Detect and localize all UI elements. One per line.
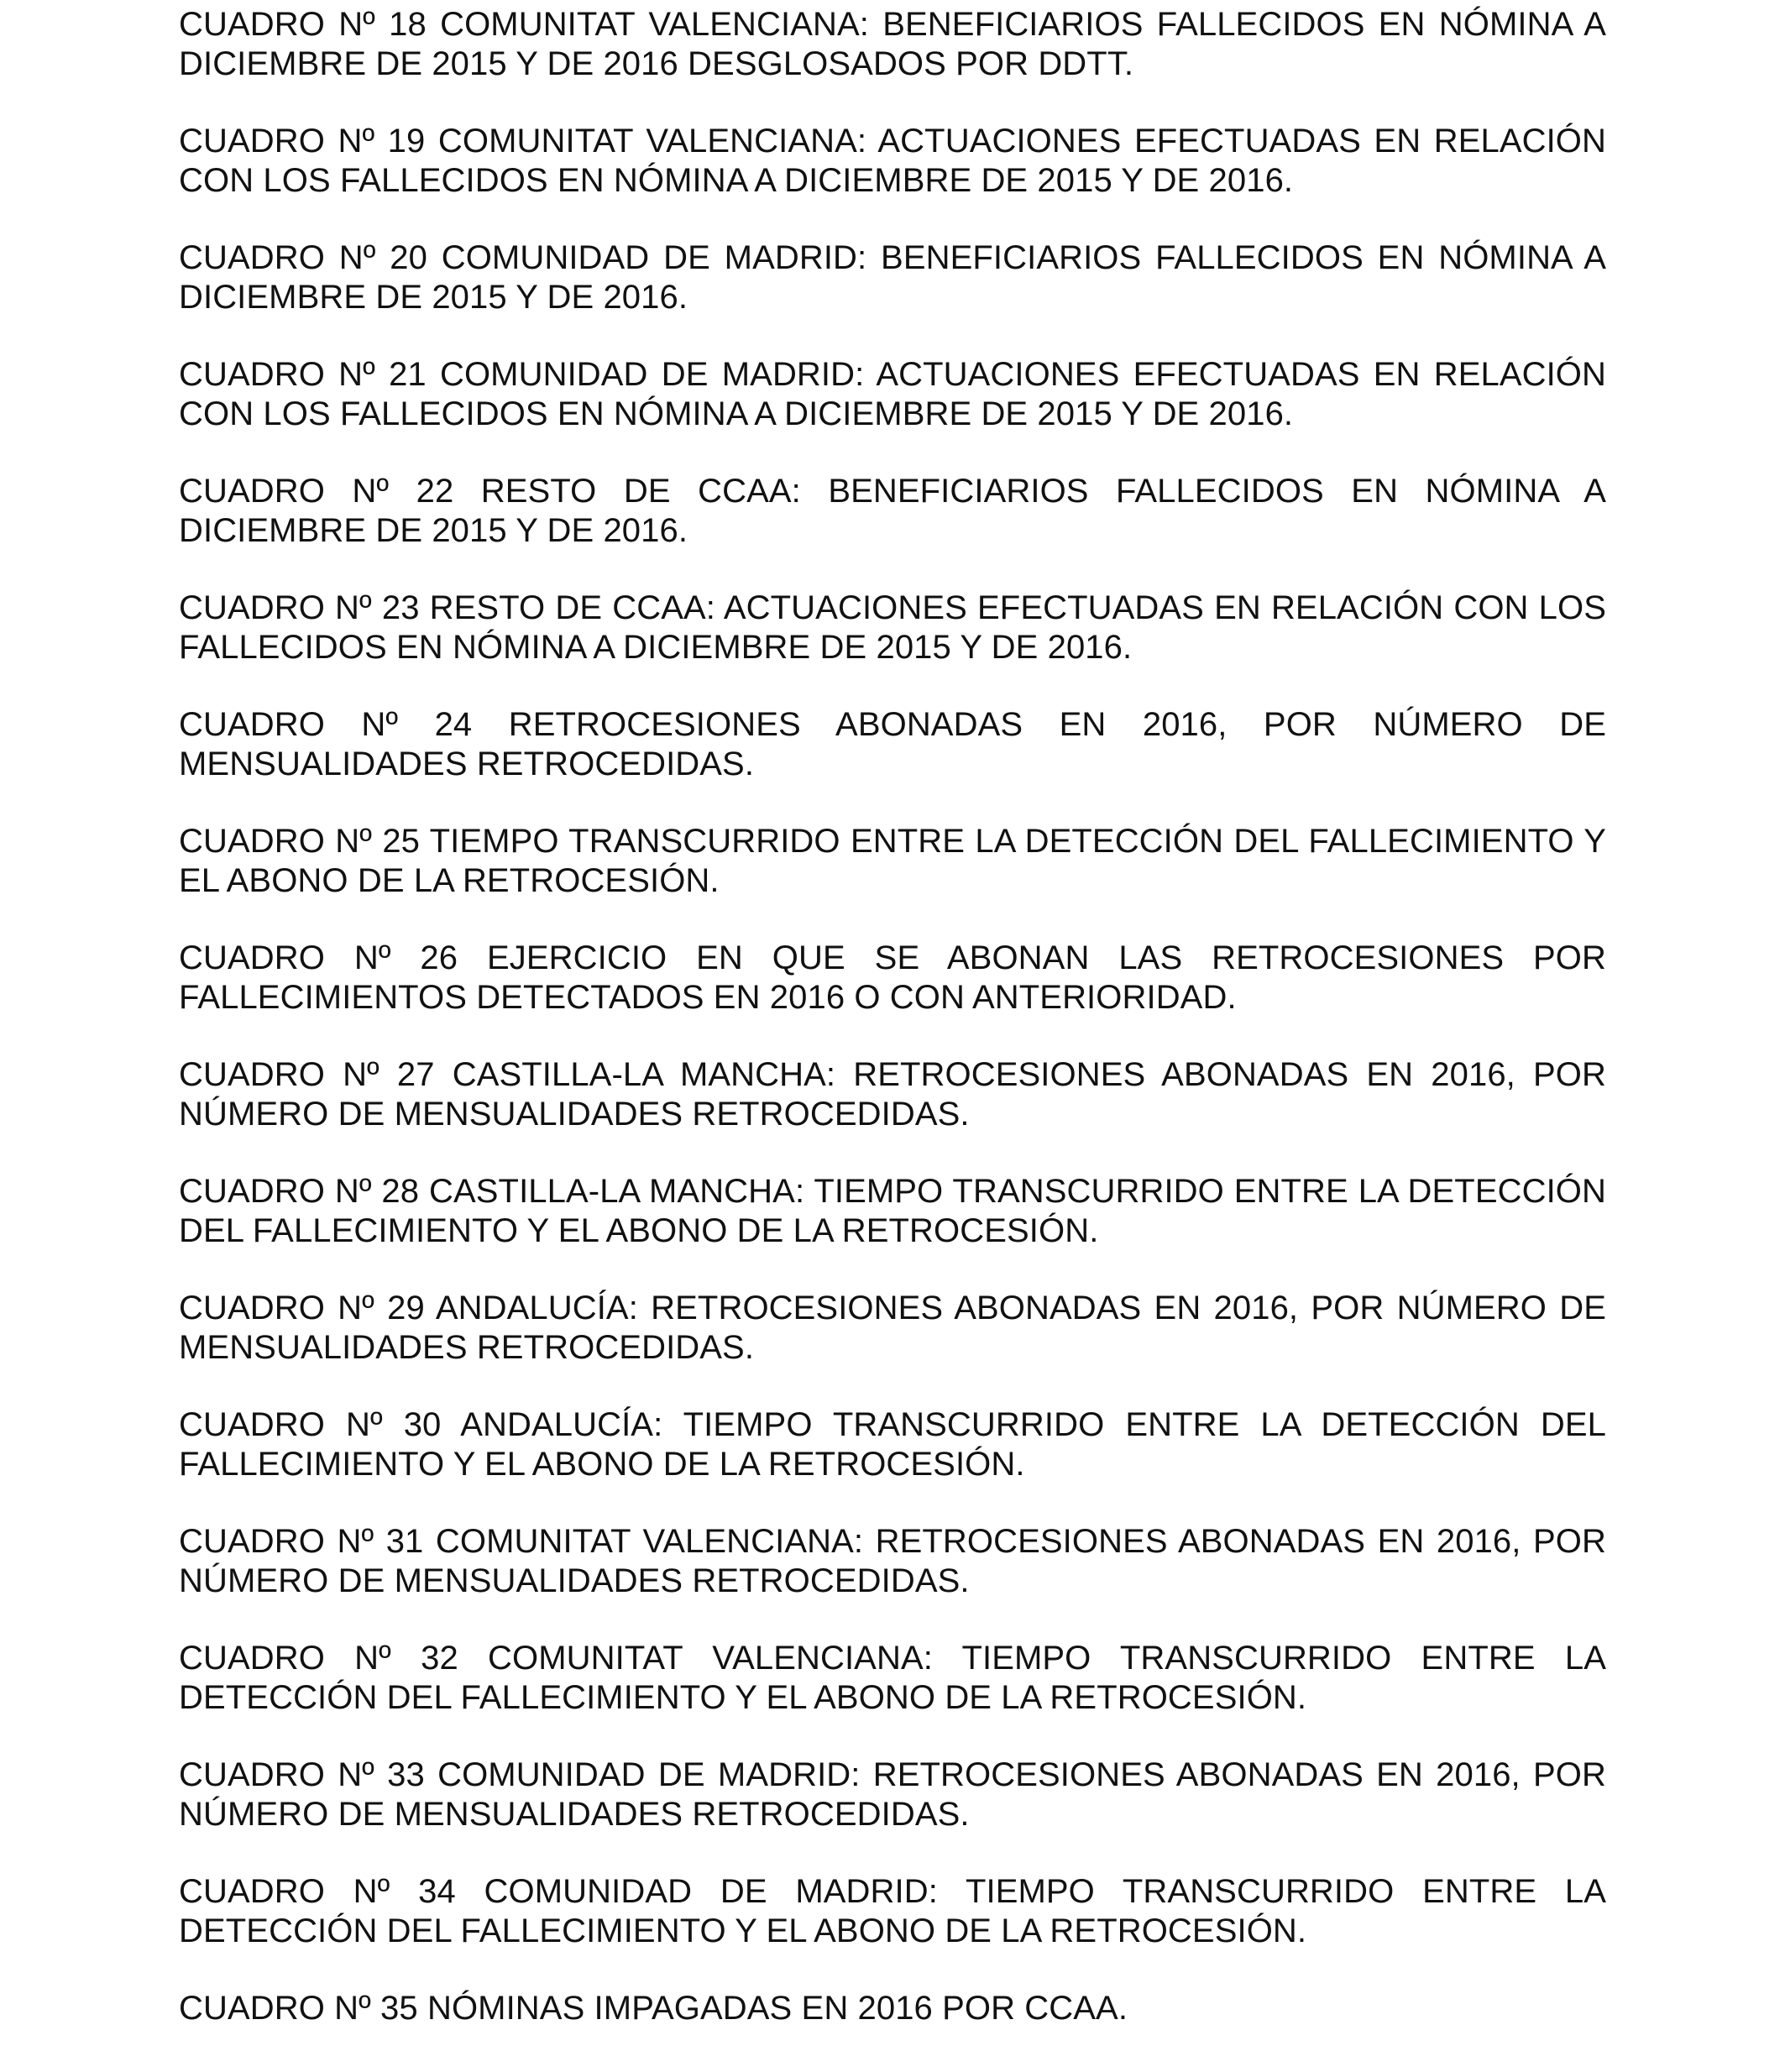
- index-entry-22: CUADRO Nº 22 RESTO DE CCAA: BENEFICIARIOS FALLECIDOS EN NÓMINA A DICIEMBRE DE 2015 Y DE 2016.: [179, 473, 1606, 549]
- index-entry-32: CUADRO Nº 32 COMUNITAT VALENCIANA: TIEMPO TRANSCURRIDO ENTRE LA DETECCIÓN DEL FALLECIMIENTO Y EL ABONO DE LA RETROCESIÓN.: [179, 1640, 1606, 1716]
- index-entry-30: CUADRO Nº 30 ANDALUCÍA: TIEMPO TRANSCURRIDO ENTRE LA DETECCIÓN DEL FALLECIMIENTO Y EL ABONO DE LA RETROCESIÓN.: [179, 1406, 1606, 1483]
- index-entry-25: CUADRO Nº 25 TIEMPO TRANSCURRIDO ENTRE LA DETECCIÓN DEL FALLECIMIENTO Y EL ABONO DE LA RETROCESIÓN.: [179, 823, 1606, 899]
- index-entry-20: CUADRO Nº 20 COMUNIDAD DE MADRID: BENEFICIARIOS FALLECIDOS EN NÓMINA A DICIEMBRE DE 2015 Y DE 2016.: [179, 239, 1606, 316]
- index-entry-23: CUADRO Nº 23 RESTO DE CCAA: ACTUACIONES EFECTUADAS EN RELACIÓN CON LOS FALLECIDOS EN NÓMINA A DICIEMBRE DE 2015 Y DE 2016.: [179, 589, 1606, 666]
- index-entry-19: CUADRO Nº 19 COMUNITAT VALENCIANA: ACTUACIONES EFECTUADAS EN RELACIÓN CON LOS FALLECIDOS EN NÓMINA A DICIEMBRE DE 2015 Y DE 2016.: [179, 123, 1606, 199]
- index-entry-26: CUADRO Nº 26 EJERCICIO EN QUE SE ABONAN LAS RETROCESIONES POR FALLECIMIENTOS DETECTADOS EN 2016 O CON ANTERIORIDAD.: [179, 939, 1606, 1016]
- index-entry-29: CUADRO Nº 29 ANDALUCÍA: RETROCESIONES ABONADAS EN 2016, POR NÚMERO DE MENSUALIDADES RETROCEDIDAS.: [179, 1290, 1606, 1366]
- index-entry-35: CUADRO Nº 35 NÓMINAS IMPAGADAS EN 2016 POR CCAA.: [179, 1990, 1128, 2027]
- index-entry-18: CUADRO Nº 18 COMUNITAT VALENCIANA: BENEFICIARIOS FALLECIDOS EN NÓMINA A DICIEMBRE DE 2015 Y DE 2016 DESGLOSADOS POR DDTT.: [179, 6, 1606, 82]
- table-index-list: [179, 5, 1606, 2028]
- index-entry-24: CUADRO Nº 24 RETROCESIONES ABONADAS EN 2016, POR NÚMERO DE MENSUALIDADES RETROCEDIDAS.: [179, 706, 1606, 782]
- index-entry-27: CUADRO Nº 27 CASTILLA-LA MANCHA: RETROCESIONES ABONADAS EN 2016, POR NÚMERO DE MENSUALIDADES RETROCEDIDAS.: [179, 1056, 1606, 1133]
- index-entry-31: CUADRO Nº 31 COMUNITAT VALENCIANA: RETROCESIONES ABONADAS EN 2016, POR NÚMERO DE MENSUALIDADES RETROCEDIDAS.: [179, 1523, 1606, 1599]
- index-entry-34: CUADRO Nº 34 COMUNIDAD DE MADRID: TIEMPO TRANSCURRIDO ENTRE LA DETECCIÓN DEL FALLECIMIENTO Y EL ABONO DE LA RETROCESIÓN.: [179, 1873, 1606, 1949]
- index-entry-33: CUADRO Nº 33 COMUNIDAD DE MADRID: RETROCESIONES ABONADAS EN 2016, POR NÚMERO DE MENSUALIDADES RETROCEDIDAS.: [179, 1756, 1606, 1833]
- index-entry-21: CUADRO Nº 21 COMUNIDAD DE MADRID: ACTUACIONES EFECTUADAS EN RELACIÓN CON LOS FALLECIDOS EN NÓMINA A DICIEMBRE DE 2015 Y DE 2016.: [179, 356, 1606, 432]
- index-entry-28: CUADRO Nº 28 CASTILLA-LA MANCHA: TIEMPO TRANSCURRIDO ENTRE LA DETECCIÓN DEL FALLECIMIENTO Y EL ABONO DE LA RETROCESIÓN.: [179, 1173, 1606, 1249]
